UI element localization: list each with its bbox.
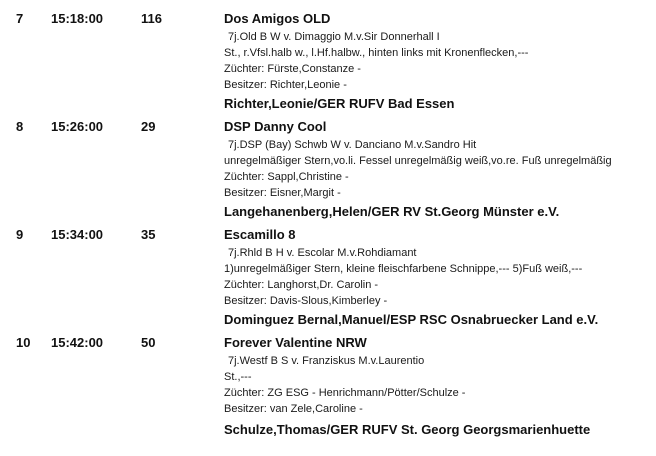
horse-name: Escamillo 8 [224,227,296,242]
cropped-previous-line [0,0,656,4]
horse-pedigree: 7j.Westf B S v. Franziskus M.v.Laurentio [228,355,425,367]
start-time: 15:34:00 [51,227,104,242]
start-number: 9 [16,227,24,242]
breeder: Züchter: ZG ESG - Henrichmann/Pötter/Schulze - [224,387,466,399]
horse-markings: St.,--- [224,371,252,383]
horse-pedigree: 7j.DSP (Bay) Schwb W v. Danciano M.v.Sandro Hit [228,139,477,151]
start-number: 7 [16,11,24,26]
horse-name: Forever Valentine NRW [224,335,367,350]
start-time: 15:26:00 [51,119,104,134]
owner: Besitzer: Eisner,Margit - [224,187,341,199]
horse-markings: St., r.Vfsl.halb w., l.Hf.halbw., hinten links mit Kronenflecken,--- [224,47,529,59]
start-number: 8 [16,119,24,134]
start-number: 10 [16,335,31,350]
owner: Besitzer: Davis-Slous,Kimberley - [224,295,388,307]
horse-pedigree: 7j.Old B W v. Dimaggio M.v.Sir Donnerhall I [228,31,440,43]
breeder: Züchter: Langhorst,Dr. Carolin - [224,279,379,291]
bib-number: 29 [141,119,156,134]
breeder: Züchter: Fürste,Constanze - [224,63,361,75]
rider: Richter,Leonie/GER RUFV Bad Essen [224,96,455,111]
owner: Besitzer: Richter,Leonie - [224,79,347,91]
horse-name: DSP Danny Cool [224,119,327,134]
bib-number: 50 [141,335,156,350]
rider: Dominguez Bernal,Manuel/ESP RSC Osnabruecker Land e.V. [224,312,599,327]
start-time: 15:18:00 [51,11,104,26]
start-time: 15:42:00 [51,335,104,350]
rider: Langehanenberg,Helen/GER RV St.Georg Münster e.V. [224,204,560,219]
horse-markings: 1)unregelmäßiger Stern, kleine fleischfarbene Schnippe,--- 5)Fuß weiß,--- [224,263,583,275]
horse-pedigree: 7j.Rhld B H v. Escolar M.v.Rohdiamant [228,247,417,259]
bib-number: 116 [141,11,162,26]
horse-markings: unregelmäßiger Stern,vo.li. Fessel unregelmäßig weiß,vo.re. Fuß unregelmäßig [224,155,612,167]
owner: Besitzer: van Zele,Caroline - [224,403,363,415]
horse-name: Dos Amigos OLD [224,11,331,26]
rider: Schulze,Thomas/GER RUFV St. Georg Georgsmarienhuette [224,422,591,437]
bib-number: 35 [141,227,156,242]
breeder: Züchter: Sappl,Christine - [224,171,349,183]
